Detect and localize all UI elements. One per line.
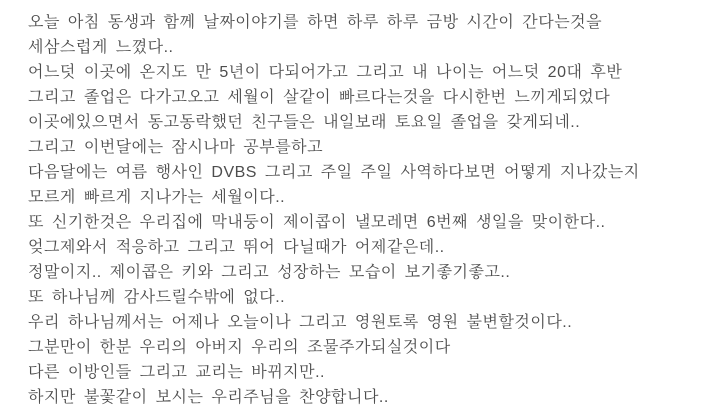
text-line: 그리고 졸업은 다가고오고 세월이 살같이 빠르다는것을 다시한번 느끼게되었다 xyxy=(28,89,611,106)
text-line: 그리고 이번달에는 잠시나마 공부를하고 xyxy=(28,139,324,156)
text-line: 그분만이 한분 우리의 아버지 우리의 조물주가되실것이다 xyxy=(28,339,451,356)
text-line: 다음달에는 여름 행사인 DVBS 그리고 주일 주일 사역하다보면 어떻게 지나갔는지 xyxy=(28,164,640,181)
text-line: 오늘 아침 동생과 함께 날짜이야기를 하면 하루 하루 금방 시간이 간다는것을 xyxy=(28,14,603,31)
text-line: 다른 이방인들 그리고 교리는 바뀌지만.. xyxy=(28,364,325,381)
text-line: 이곳에있으면서 동고동락했던 친구들은 내일보래 토요일 졸업을 갖게되네.. xyxy=(28,114,581,131)
text-line: 하지만 불꽃같이 보시는 우리주님을 찬양합니다.. xyxy=(28,389,389,406)
text-line: 또 하나님께 감사드릴수밖에 없다.. xyxy=(28,289,286,306)
text-line: 또 신기한것은 우리집에 막내둥이 제이콥이 낼모레면 6번째 생일을 맞이한다.. xyxy=(28,214,606,231)
text-line: 우리 하나님께서는 어제나 오늘이나 그리고 영원토록 영원 불변할것이다.. xyxy=(28,314,573,331)
text-line: 엊그제와서 적응하고 그리고 뛰어 다닐때가 어제같은데.. xyxy=(28,239,445,256)
text-line: 어느덧 이곳에 온지도 만 5년이 다되어가고 그리고 내 나이는 어느덧 20대 후반 xyxy=(28,64,623,81)
text-line: 정말이지.. 제이콥은 키와 그리고 성장하는 모습이 보기좋기좋고.. xyxy=(28,264,511,281)
text-line: 모르게 빠르게 지나가는 세월이다.. xyxy=(28,189,286,206)
text-line: 세삼스럽게 느꼈다.. xyxy=(28,39,174,56)
